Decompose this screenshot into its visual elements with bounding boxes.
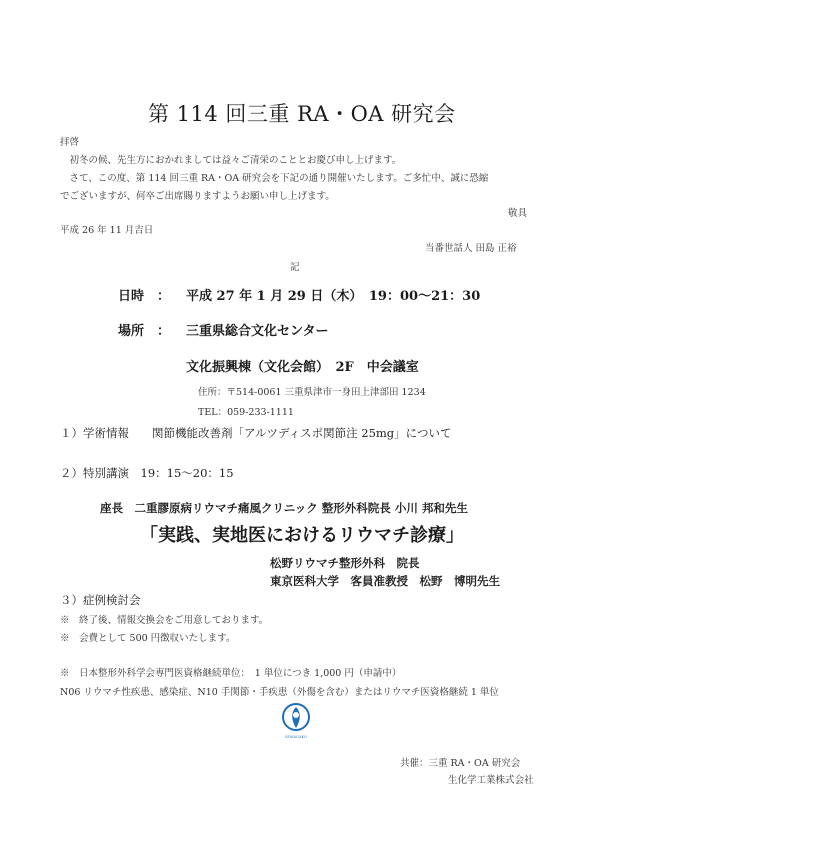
- date-label: 日時 ：: [118, 289, 171, 304]
- company-logo-icon: [281, 702, 311, 744]
- date-value: 平成 27 年 1 月 29 日（木） 19：00〜21：30: [186, 289, 481, 304]
- program-item-1: １）学術情報 関節機能改善剤「アルツディスポ関節注 25mg」について: [60, 426, 452, 440]
- organizer: 当番世話人 田島 正裕: [425, 243, 517, 254]
- issue-date: 平成 26 年 11 月吉日: [60, 225, 154, 236]
- venue-tel: TEL：059-233-1111: [198, 407, 294, 418]
- program-item-2: ２）特別講演 19：15〜20：15: [60, 466, 234, 480]
- venue-address: 住所：〒514-0061 三重県津市一身田上津部田 1234: [198, 387, 426, 398]
- greeting-line-1: 初冬の候、先生方におかれましては益々ご清栄のこととお慶び申し上げます。: [60, 155, 402, 166]
- sponsor-line-2: 生化学工業株式会社: [448, 775, 534, 786]
- note-1: ※ 終了後、情報交換会をご用意しております。: [60, 615, 269, 626]
- logo-caption: SEIKAGAKU: [285, 735, 307, 739]
- greeting-line-3: でございますが、何卒ご出席賜りますようお願い申し上げます。: [60, 191, 335, 202]
- greeting-line-2: さて、この度、第 114 回三重 RA・OA 研究会を下記の通り開催いたします。ご多忙中、誠に恐縮: [60, 173, 489, 184]
- note-2: ※ 会費として 500 円徴収いたします。: [60, 633, 236, 644]
- venue-name: 三重県総合文化センター: [186, 324, 329, 339]
- speaker-affiliation-2: 東京医科大学 客員准教授 松野 博明先生: [270, 574, 500, 588]
- greeting-opening: 拝啓: [60, 137, 80, 148]
- sponsor-line-1: 共催：三重 RA・OA 研究会: [400, 758, 521, 769]
- speaker-affiliation-1: 松野リウマチ整形外科 院長: [270, 556, 420, 570]
- ki-mark: 記: [290, 262, 300, 273]
- note-3: ※ 日本整形外科学会専門医資格継続単位： 1 単位につき 1,000 円（申請中）: [60, 668, 402, 679]
- lecture-title: 「実践、実地医におけるリウマチ診療」: [140, 525, 464, 546]
- program-item-3: ３）症例検討会: [60, 593, 141, 607]
- venue-label: 場所 ：: [118, 324, 171, 339]
- venue-room: 文化振興棟（文化会館） 2F 中会議室: [186, 360, 419, 375]
- lecture-chair: 座長 二重膠原病リウマチ痛風クリニック 整形外科院長 小川 邦和先生: [100, 501, 468, 515]
- greeting-closing: 敬具: [508, 208, 528, 219]
- note-4: N06 リウマチ性疾患、感染症、N10 手関節・手疾患（外傷を含む）またはリウマチ医資格継続 1 単位: [60, 687, 499, 698]
- page-title: 第 114 回三重 RA・OA 研究会: [148, 102, 456, 126]
